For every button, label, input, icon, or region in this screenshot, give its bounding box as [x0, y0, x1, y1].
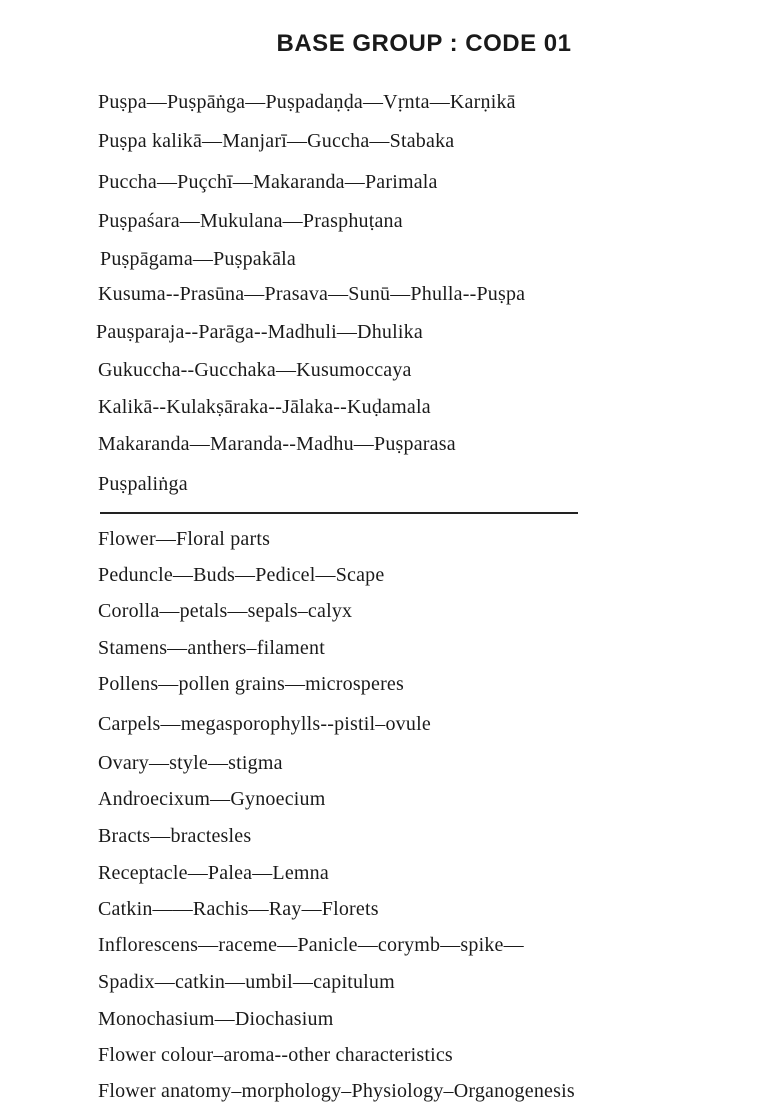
- list-item: Inflorescens—raceme—Panicle—corymb—spike—: [98, 934, 524, 956]
- list-item: Flower colour–aroma--other characteristics: [98, 1044, 453, 1066]
- section-divider: [100, 512, 578, 514]
- list-item: Catkin——Rachis—Ray—Florets: [98, 898, 379, 920]
- list-item: Corolla—petals—sepals–calyx: [98, 600, 353, 622]
- list-item: Makaranda—Maranda--Madhu—Puṣparasa: [98, 433, 456, 455]
- list-item: Bracts—bractesles: [98, 825, 252, 847]
- list-item: Puṣpa—Puṣpāṅga—Puṣpadaṇḍa—Vṛnta—Karṇikā: [98, 91, 516, 113]
- list-item: Ovary—style—stigma: [98, 752, 283, 774]
- list-item: Puṣpa kalikā—Manjarī—Guccha—Stabaka: [98, 130, 455, 152]
- list-item: Stamens—anthers–filament: [98, 637, 325, 659]
- list-item: Gukuccha--Gucchaka—Kusumoccaya: [98, 359, 412, 381]
- list-item: Kalikā--Kulakṣāraka--Jālaka--Kuḍamala: [98, 396, 431, 418]
- list-item: Monochasium—Diochasium: [98, 1008, 334, 1030]
- page-title: BASE GROUP : CODE 01: [276, 30, 572, 57]
- list-item: Puccha—Puçchī—Makaranda—Parimala: [98, 171, 438, 193]
- list-item: Puṣpāgama—Puṣpakāla: [100, 248, 296, 270]
- list-item: Flower anatomy–morphology–Physiology–Organogenesis: [98, 1080, 575, 1102]
- list-item: Androecixum—Gynoecium: [98, 788, 326, 810]
- list-item: Pollens—pollen grains—microsperes: [98, 673, 404, 695]
- list-item: Receptacle—Palea—Lemna: [98, 862, 329, 884]
- list-item: Puṣpaliṅga: [98, 473, 188, 495]
- list-item: Puṣpaśara—Mukulana—Prasphuṭana: [98, 210, 403, 232]
- list-item: Peduncle—Buds—Pedicel—Scape: [98, 564, 385, 586]
- list-item: Carpels—megasporophylls--pistil–ovule: [98, 713, 431, 735]
- list-item: Kusuma--Prasūna—Prasava—Sunū—Phulla--Puṣpa: [98, 283, 526, 305]
- list-item: Spadix—catkin—umbil—capitulum: [98, 971, 395, 993]
- list-item: Pauṣparaja--Parāga--Madhuli—Dhulika: [96, 321, 423, 343]
- list-item: Flower—Floral parts: [98, 528, 271, 550]
